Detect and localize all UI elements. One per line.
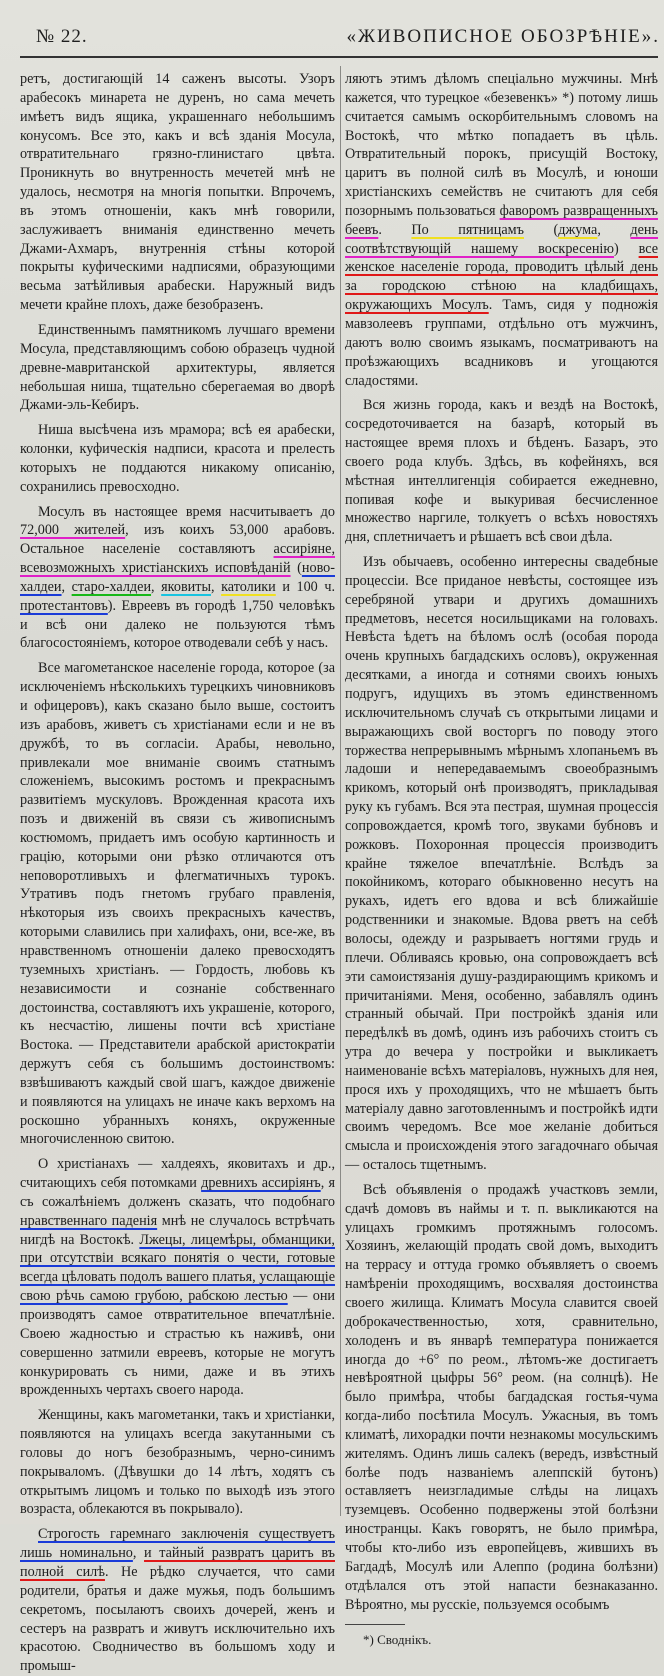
text: , (210, 578, 222, 595)
paragraph: Ниша высѣчена изъ мрамора; всѣ ея арабески, колонки, куфическія надписи, красота и прелесть которыхъ не поддаются никакому описанію, сохранились превосходно. (20, 422, 335, 495)
paragraph: ретъ, достигающій 14 саженъ высоты. Узоръ арабесокъ минарета не дуренъ, но сама мечеть имѣетъ видъ ящика, украшеннаго небольшимъ конусомъ. Все это, какъ и всѣ зданія Мосула, отвратительнаго грязно-глинистаго цвѣта. Проникнуть во внутренность мечетей мнѣ не удалось, несмотря на многія попытки. Впрочемъ, въ этомъ отношеніи, какъ мнѣ говорили, заслуживаетъ вниманія единственно мечеть Джами-Ахмаръ, внутреннія стѣны которой покрыты куфическими надписями, образующими весьма затѣйливыя арабески. Наружный видъ мечети крайне плохъ, даже безобразенъ. (20, 71, 335, 314)
highlight-cyan: яковиты (161, 578, 211, 595)
highlight-red: все женское населеніе города, проводитъ цѣлый день за городскою стѣною на кладбищахъ, окружающихъ Мосулъ (345, 240, 658, 314)
highlight-red: и тайный развратъ царитъ въ полной силѣ (20, 1545, 335, 1580)
highlight-green: старо-халдеи (71, 578, 152, 595)
text: ) (613, 240, 639, 257)
text: ). Евреевъ въ городѣ 1,750 человѣкъ и всѣ они далеко не пользуются тѣмъ благосостояніемъ, которое отводевали себѣ у насъ. (20, 597, 335, 652)
text: , я съ сожалѣніемъ долженъ сказать, что подобнаго (20, 1175, 336, 1210)
highlight-blue: протестантовъ (20, 597, 108, 614)
footnote-rule (345, 1624, 405, 1625)
paragraph-harem (20, 1525, 335, 1676)
footnote: *) Своднікъ. (363, 1632, 432, 1648)
text: и 100 ч. (275, 578, 336, 595)
highlight-blue: древнихъ ассиріянъ (201, 1175, 321, 1192)
highlight-magenta: 72,000 жителей (20, 522, 126, 539)
left-column (20, 70, 336, 1675)
highlight-yellow: католики (221, 578, 276, 595)
highlight-magenta: день соотвѣтствующій нашему воскресенію (345, 221, 659, 257)
text: О христіанахъ — халдеяхъ, яковитахъ и др., считающихъ себя потомками (20, 1156, 335, 1192)
text: ( (523, 221, 559, 238)
text: , изъ коихъ 53,000 арабовъ. Остальное населеніе составляютъ (20, 522, 335, 558)
paragraph-vice (345, 70, 658, 390)
highlight-magenta: фаворомъ развращенныхъ беевъ (345, 202, 658, 238)
paragraph: Изъ обычаевъ, особенно интересны свадебные процессіи. Все приданое невѣсты, состоящее изъ серебряной утвари и другихъ домашнихъ предметовъ, несется носильщиками на головахъ. Невѣста ѣдетъ на бѣломъ ослѣ (особая порода очень крупныхъ багдадскихъ ословъ), окруженная десятками, а иногда и сотнями своихъ юныхъ подругъ, идущихъ въ этомъ единственномъ исключительномъ случаѣ съ открытыми лицами и выражающихъ свой восторгъ по поводу этого торжества непрерывнымъ мѣрнымъ хлопаньемъ въ ладоши и непередаваемымъ своеобразнымъ крикомъ, который онѣ производятъ, прикладывая руку къ губамъ. Вся эта пестрая, шумная процессія сопровождается, кромѣ того, звуками бубновъ и рожковъ. Похоронная процессія производитъ крайне тяжелое впечатлѣніе. Вслѣдъ за покойникомъ, котораго обыкновенно несутъ на рукахъ, идетъ его вдова и всѣ ближайшіе родственники и знакомые. Вдова рветъ на себѣ волосы, одежду и разрываетъ ногтями грудь и плечи. Обливаясь кровью, она сопровождаетъ всѣ эти самоистязанія душу-раздирающимъ крикомъ и причитаніями. Меня, особенно, забавлялъ одинъ странный обычай. При постройкѣ зданія или передѣлкѣ въ домѣ, одинъ изъ рабочихъ стоитъ съ утра до вечера у постройки и выкликаетъ наименованіе всѣхъ матеріаловъ, нужныхъ для нея, прося ихъ у проходящихъ, что не мѣшаетъ быть матеріалу давно заготовленнымъ и постройкѣ идти своимъ чередомъ. Все мое желаніе добиться смысла и происхожденія этого загадочнаго обычая — осталось тщетнымъ. (345, 554, 658, 1174)
journal-title: «ЖИВОПИСНОЕ ОБОЗРѢНІЕ». (346, 26, 660, 47)
highlight-magenta: ассиріяне, всевозможныхъ христіанскихъ исповѣданій (20, 541, 335, 577)
column-divider (340, 66, 341, 1516)
highlight-blue: ново-халдеи (20, 560, 335, 595)
text: . Тамъ, сидя у подножія мавзолеевъ группами, отдѣльно отъ мужчинъ, даютъ волю своимъ языкамъ, посматриваютъ на проѣзжающихъ всадниковъ и угощаются сладостями. (345, 297, 658, 389)
page-header (20, 18, 660, 58)
text: мнѣ не случалось встрѣчать нигдѣ на Востокѣ. (20, 1212, 335, 1248)
highlight-blue: Лжецы, лицемѣры, обманщики, при отсутствіи всякаго понятія о чести, готовые всегда цѣловать подолъ вашего платья, услащающіе свою рѣчь самою грубою, рабскою лестью (20, 1231, 335, 1305)
highlight-yellow: джума (558, 221, 598, 238)
paragraph-population (20, 503, 335, 654)
right-column (345, 70, 659, 1648)
text: ляютъ этимъ дѣломъ спеціально мужчины. Мнѣ кажется, что турецкое «безевенкъ» *) потому лишь считается самымъ оскорбительнымъ словомъ на Востокѣ, что мѣтко попадаетъ въ цѣль. Отвратительный порокъ, присущій Востоку, царитъ въ полной силѣ въ Мосулѣ, и юноши христіанскихъ семействъ не считаютъ для себя позорнымъ пользоваться (345, 71, 658, 219)
text: ( (290, 560, 302, 577)
text: Мосулъ въ настоящее время насчитываетъ до (38, 503, 335, 520)
paragraph: Всѣ объявленія о продажѣ участковъ земли, сдачѣ домовъ въ наймы и т. п. выкликаются на улицахъ громкимъ протяжнымъ голосомъ. Хозяинъ, желающій продать свой домъ, выходитъ на террасу и оттуда громко объявляетъ о своемъ намѣреніи проходящимъ, восхваляя достоинства своего жилища. Климатъ Мосула славится своей доброкачественностью, хотя, сравнительно, холоденъ и въ январѣ температура понижается иногда до +6° по реом., лѣтомъ-же достигаетъ невѣроятной цыфры 56° реом. (на солнцѣ). Не было примѣра, чтобы багдадская гостья-чума когда-либо посѣтила Мосулъ. Ужасныя, въ томъ климатѣ, лихорадки почти незнакомы мосульскимъ жителямъ. Одинъ лишь салекъ (вередъ, извѣстный болѣе подъ названіемъ алеппскій бутонъ) оставляетъ неизгладимые слѣды на лицахъ туземцевъ. Особенно подвержены этой болѣзни иностранцы. Какъ говорятъ, не было примѣра, чтобы кто-либо изъ европейцевъ, жившихъ въ Багдадѣ, Мосулѣ или Алеппо (родина болѣзни) отдѣлался отъ этой напасти безнаказанно. Вѣроятно, мы русскіе, пользуемся особымъ (345, 1181, 658, 1613)
highlight-yellow: По пятницамъ (411, 221, 524, 238)
text: , (61, 578, 72, 595)
text: , (151, 578, 162, 595)
text: . (378, 221, 412, 238)
text: . Не рѣдко случается, что сами родители, братья и даже мужья, подъ большимъ секретомъ, посылаютъ своихъ дочерей, женъ и сестеръ на развратъ и живутъ исключительно ихъ красотою. Сводничество въ большомъ ходу и промыш- (20, 1563, 335, 1675)
text: — они производятъ самое отвратительное впечатлѣніе. Своею жадностью и страстью къ наживѣ, они совершенно затмили евреевъ, которые не могутъ конкурировать съ ними, даже и въ этихъ врожденныхъ чертахъ своего народа. (20, 1288, 336, 1399)
highlight-blue: Строгость гаремнаго заключенія существуетъ лишь номинально (20, 1526, 335, 1562)
paragraph: Все магометанское населеніе города, которое (за исключеніемъ нѣсколькихъ турецкихъ чиновниковъ и офицеровъ), какъ сказано было выше, состоитъ изъ арабовъ, живетъ съ христіанами если и не въ дружбѣ, то въ согласіи. Арабы, невольно, привлекали мое вниманіе своимъ статнымъ сложеніемъ, высокимъ ростомъ и прекраснымъ развитіемъ мускуловъ. Врожденная красота ихъ позъ и движеній въ связи съ живописнымъ костюмомъ, придаетъ имъ особую картинность и грацію, которыми они рѣзко отличаются отъ неповоротливыхъ и флегматичныхъ турокъ. Утративъ подъ гнетомъ грубаго правленія, нѣкоторыя изъ своихъ прекрасныхъ качествъ, которыми славились при халифахъ, они, все-же, въ нравственномъ отношеніи далеко превосходятъ туземныхъ христіанъ. — Гордость, любовь къ независимости и сознаніе собственнаго достоинства, составляютъ ихъ украшеніе, которого, къ несчастію, лишены почти всѣ христіане Востока. — Представители арабской аристократіи держутъ себя съ большимъ достоинствомъ: взвѣшиваютъ каждый свой шагъ, каждое движеніе и появляются на улицахъ не иначе какъ верхомъ на роскошно убранныхъ коняхъ, окруженные многочисленною свитою. (20, 660, 335, 1148)
text: , (597, 221, 631, 238)
highlight-blue: нравственнаго паденія (20, 1212, 158, 1229)
page-number: № 22. (36, 26, 88, 47)
paragraph: Женщины, какъ магометанки, такъ и христіанки, появляются на улицахъ всегда закутанными съ головы до ногъ безобразнымъ, черно-синимъ покрываломъ. (Дѣвушки до 14 лѣтъ, ходятъ съ открытымъ лицомъ и только по выходѣ изъ этого возраста, облекаются въ покрывало). (20, 1407, 335, 1518)
paragraph: Единственнымъ памятникомъ лучшаго времени Мосула, представляющимъ собою образецъ чудной древне-мавританской архитектуры, является небольшая ниша, тщательно сберегаемая во дворѣ Джами-эль-Кебиръ. (20, 321, 335, 414)
paragraph-christians (20, 1155, 335, 1400)
header-rule (20, 56, 658, 58)
text: , (132, 1545, 145, 1562)
paragraph: Вся жизнь города, какъ и вездѣ на Востокѣ, сосредоточивается на базарѣ, который въ настоящее время плохъ и бѣденъ. Базаръ, это своего рода клубъ. Здѣсь, въ кофейняхъ, вся мѣстная интеллигенція собирается ежедневно, попивая кофе и выкуривая бесчисленное множество наргиле, толкуетъ о всѣхъ новостяхъ дня, сплетничаетъ и рѣшаетъ всѣ свои дѣла. (345, 397, 658, 546)
